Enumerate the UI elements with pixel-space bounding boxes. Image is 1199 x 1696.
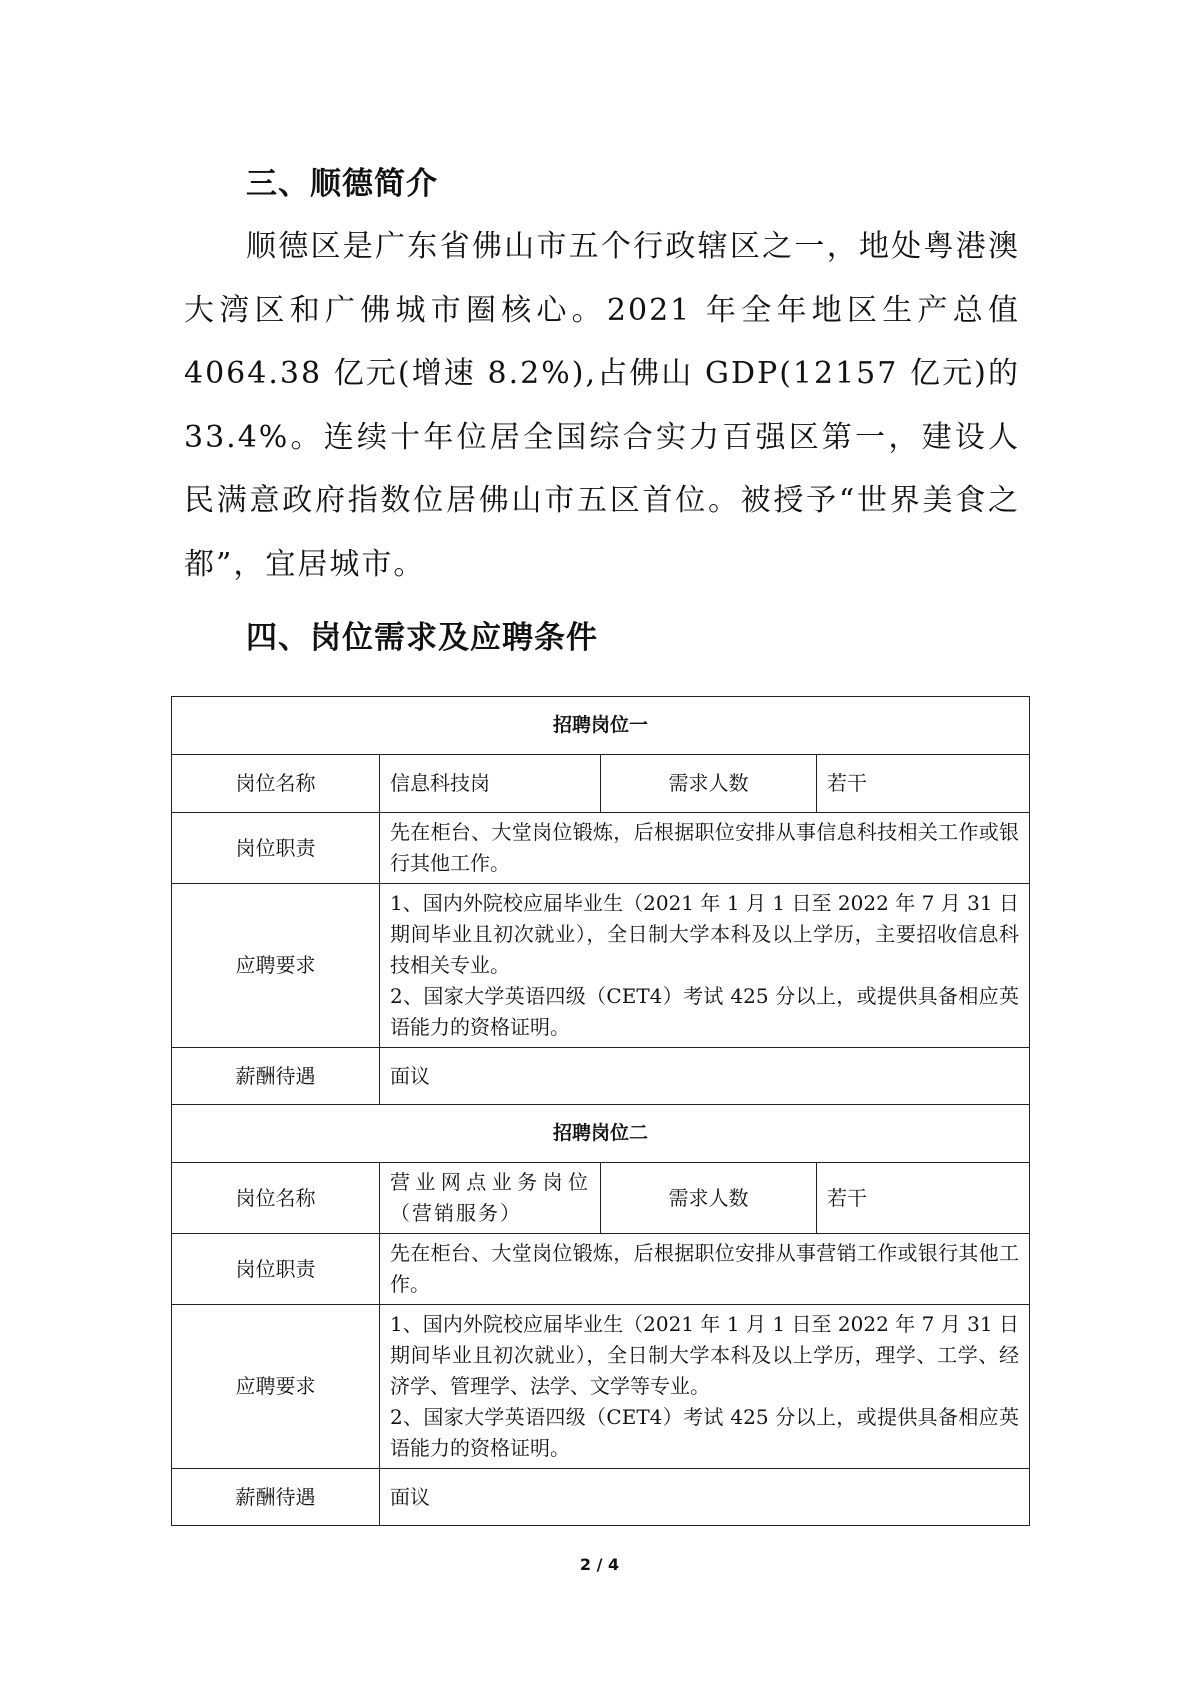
salary-label: 薪酬待遇 — [172, 1469, 380, 1526]
position-title: 招聘岗位二 — [172, 1105, 1030, 1163]
duty-label: 岗位职责 — [172, 1234, 380, 1305]
requirement-item: 1、国内外院校应届毕业生（2021 年 1 月 1 日至 2022 年 7 月 31 日期间毕业且初次就业），全日制大学本科及以上学历，主要招收信息科技相关专业。 — [390, 891, 1020, 977]
headcount-label: 需求人数 — [601, 1163, 817, 1234]
requirements-label: 应聘要求 — [172, 1305, 380, 1469]
headcount-label: 需求人数 — [601, 755, 817, 813]
duty-row — [172, 813, 1030, 884]
salary-row — [172, 1469, 1030, 1526]
position-title-row — [172, 1105, 1030, 1163]
salary-value: 面议 — [380, 1469, 1030, 1526]
requirement-item: 2、国家大学英语四级（CET4）考试 425 分以上，或提供具备相应英语能力的资格证明。 — [390, 1405, 1020, 1460]
duty-value: 先在柜台、大堂岗位锻炼，后根据职位安排从事信息科技相关工作或银行其他工作。 — [380, 813, 1030, 884]
salary-row — [172, 1048, 1030, 1105]
duty-row — [172, 1234, 1030, 1305]
position-name-value: 营业网点业务岗位（营销服务） — [380, 1163, 601, 1234]
requirements-value — [380, 884, 1030, 1048]
requirements-value — [380, 1305, 1030, 1469]
headcount-value: 若干 — [817, 1163, 1030, 1234]
position-name-label: 岗位名称 — [172, 755, 380, 813]
position-name-row — [172, 755, 1030, 813]
requirements-row — [172, 884, 1030, 1048]
position-title-row — [172, 697, 1030, 755]
section-heading-positions: 四、岗位需求及应聘条件 — [246, 620, 598, 656]
section-heading-shunde-intro: 三、顺德简介 — [246, 166, 438, 202]
salary-label: 薪酬待遇 — [172, 1048, 380, 1105]
requirement-item: 2、国家大学英语四级（CET4）考试 425 分以上，或提供具备相应英语能力的资格证明。 — [390, 984, 1020, 1039]
positions-table — [171, 696, 1030, 1526]
position-name-value: 信息科技岗 — [380, 755, 601, 813]
salary-value: 面议 — [380, 1048, 1030, 1105]
position-title: 招聘岗位一 — [172, 697, 1030, 755]
requirement-item: 1、国内外院校应届毕业生（2021 年 1 月 1 日至 2022 年 7 月 31 日期间毕业且初次就业），全日制大学本科及以上学历，理学、工学、经济学、管理学、法学、文学等专业。 — [390, 1312, 1020, 1398]
requirements-label: 应聘要求 — [172, 884, 380, 1048]
position-name-row — [172, 1163, 1030, 1234]
duty-value: 先在柜台、大堂岗位锻炼，后根据职位安排从事营销工作或银行其他工作。 — [380, 1234, 1030, 1305]
duty-label: 岗位职责 — [172, 813, 380, 884]
requirements-row — [172, 1305, 1030, 1469]
position-name-label: 岗位名称 — [172, 1163, 380, 1234]
headcount-value: 若干 — [817, 755, 1030, 813]
shunde-intro-paragraph: 顺德区是广东省佛山市五个行政辖区之一，地处粤港澳大湾区和广佛城市圈核心。2021 年全年地区生产总值 4064.38 亿元(增速 8.2%),占佛山 GDP(12157 亿元)的 33.4%。连续十年位居全国综合实力百强区第一，建设人民满意政府指数位居佛山市五区首位。被授予“世界美食之都”，宜居城市。 — [184, 229, 1020, 582]
page-number: 2 / 4 — [579, 1555, 620, 1574]
